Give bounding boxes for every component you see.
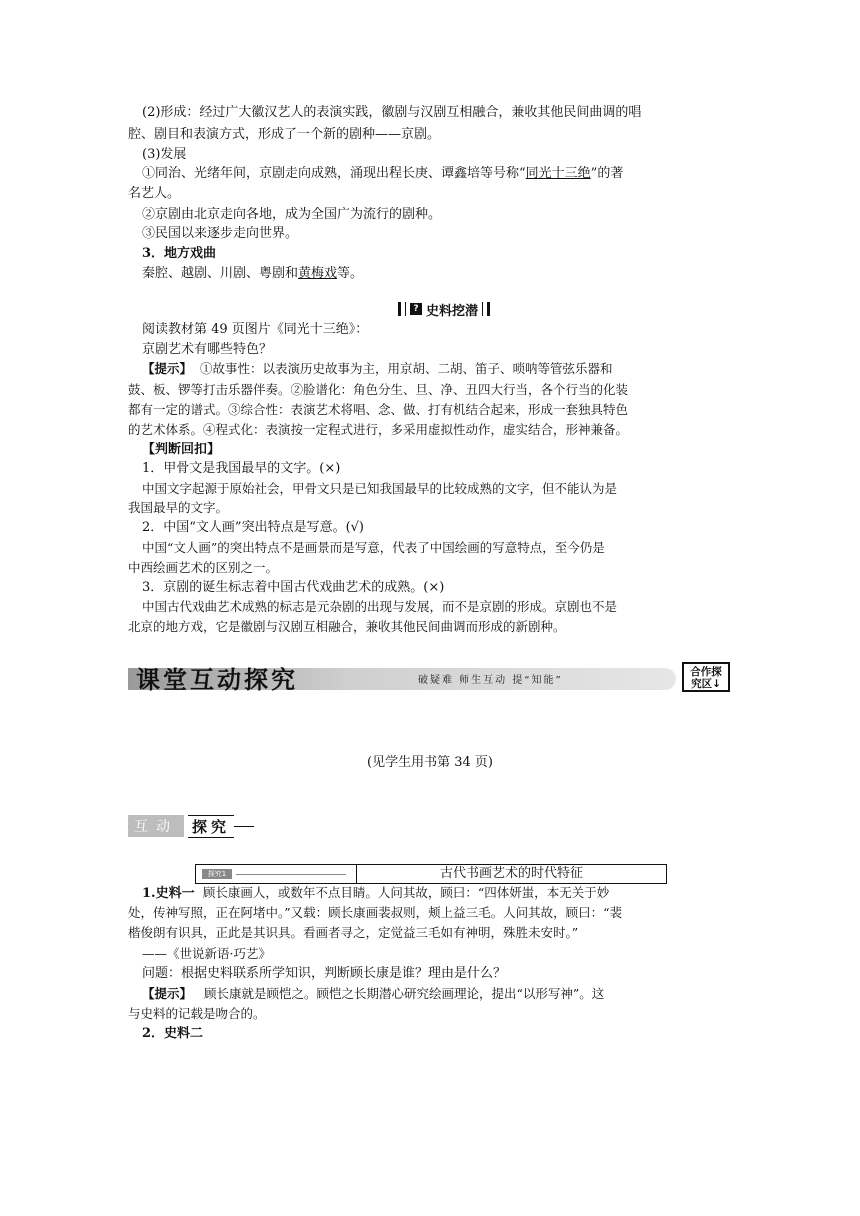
banner-title: 课堂互动探究 — [136, 666, 298, 694]
paragraph-line: 京剧艺术有哪些特色？ — [142, 342, 273, 357]
section-banner — [128, 660, 734, 694]
explore-header — [195, 864, 667, 884]
explore-title: 古代书画艺术的时代特征 — [439, 866, 583, 881]
explanation-line: 北京的地方戏，它是徽剧与汉剧互相融合，兼收其他民间曲调而形成的新剧种。 — [128, 619, 566, 634]
explanation-line: 中国古代戏曲艺术成熟的标志是元杂剧的出现与发展，而不是京剧的形成。京剧也不是 — [142, 599, 618, 614]
explore-tag: 探究1 — [202, 869, 232, 879]
judge-item: 3．京剧的诞生标志着中国古代戏曲艺术的成熟。(×) — [142, 580, 445, 595]
explanation-line: 中国“文人画”的突出特点不是画景而是写意，代表了中国绘画的写意特点，至今仍是 — [142, 540, 605, 555]
paragraph-line: 腔、剧目和表演方式，形成了一个新的剧种——京剧。 — [128, 127, 441, 142]
explanation-line: 中西绘画艺术的区别之一。 — [128, 560, 279, 575]
underlined-term: 同光十三绝 — [525, 166, 591, 181]
judge-item: 1．甲骨文是我国最早的文字。(×) — [142, 461, 341, 476]
section-badge: 互动 探究 — [128, 815, 254, 837]
judge-item: 2．中国“文人画”突出特点是写意。(√) — [142, 520, 364, 535]
underlined-term: 黄梅戏 — [298, 266, 338, 281]
banner-box: 合作探 究区↓ — [682, 662, 730, 692]
section-heading: ? 史料挖潜 — [396, 301, 492, 317]
paragraph-line: ②京剧由北京走向各地，成为全国广为流行的剧种。 — [142, 207, 442, 222]
source-line: 处，传神写照，正在阿堵中。”又载：顾长康画裴叔则，颊上益三毛。人问其故，顾曰：“裴 — [128, 905, 623, 920]
tip-line: 【提示】 ①故事性：以表演历史故事为主，用京胡、二胡、笛子、唢呐等管弦乐器和 — [142, 361, 613, 376]
paragraph-line: 名艺人。 — [128, 186, 181, 201]
explanation-line: 我国最早的文字。 — [128, 500, 229, 515]
judge-label: 【判断回扣】 — [142, 442, 221, 457]
source-line: 1.史料一 顾长康画人，或数年不点目睛。人问其故，顾曰：“四体妍蚩，本无关于妙 — [142, 885, 610, 901]
tip-label: 【提示】 — [142, 361, 193, 376]
tip-line: 的艺术体系。④程式化：表演按一定程式进行，多采用虚拟性动作，虚实结合，形神兼备。 — [128, 422, 629, 437]
paragraph-line: (2)形成：经过广大徽汉艺人的表演实践，徽剧与汉剧互相融合，兼收其他民间曲调的唱 — [142, 105, 642, 120]
question-icon: ? — [410, 303, 422, 315]
subheading: 3．地方戏曲 — [142, 246, 217, 261]
paragraph-line: 阅读教材第 49 页图片《同光十三绝》： — [142, 322, 369, 337]
tip-line: 与史料的记载是吻合的。 — [128, 1006, 266, 1021]
tip-line: 都有一定的谱式。③综合性：表演艺术将唱、念、做、打有机结合起来，形成一套独具特色 — [128, 402, 629, 417]
tip-line: 鼓、板、锣等打击乐器伴奏。②脸谱化：角色分生、旦、净、丑四大行当，各个行当的化装 — [128, 382, 629, 397]
banner-subtitle: 破疑难 师生互动 提“知能” — [418, 675, 563, 686]
explanation-line: 中国文字起源于原始社会，甲骨文只是已知我国最早的比较成熟的文字，但不能认为是 — [142, 481, 618, 496]
source-label: 2．史料二 — [142, 1026, 204, 1041]
paragraph-line: 秦腔、越剧、川剧、粤剧和黄梅戏等。 — [142, 266, 364, 281]
question-line: 问题：根据史料联系所学知识，判断顾长康是谁？理由是什么？ — [142, 966, 507, 981]
tip-label: 【提示】 — [142, 986, 193, 1001]
source-label: 1.史料一 — [142, 886, 195, 901]
paragraph-line: ③民国以来逐步走向世界。 — [142, 226, 299, 241]
source-citation: ——《世说新语·巧艺》 — [142, 946, 271, 961]
source-line: 楷俊朗有识具，正此是其识具。看画者寻之，定觉益三毛如有神明，殊胜未安时。” — [128, 925, 579, 940]
page-reference: (见学生用书第 34 页) — [367, 755, 493, 770]
tip-line: 【提示】 顾长康就是顾恺之。顾恺之长期潜心研究绘画理论，提出“以形写神”。这 — [142, 986, 605, 1001]
paragraph-line: ①同治、光绪年间，京剧走向成熟，涌现出程长庚、谭鑫培等号称“同光十三绝”的著 — [142, 166, 624, 181]
subheading: (3)发展 — [142, 147, 187, 162]
